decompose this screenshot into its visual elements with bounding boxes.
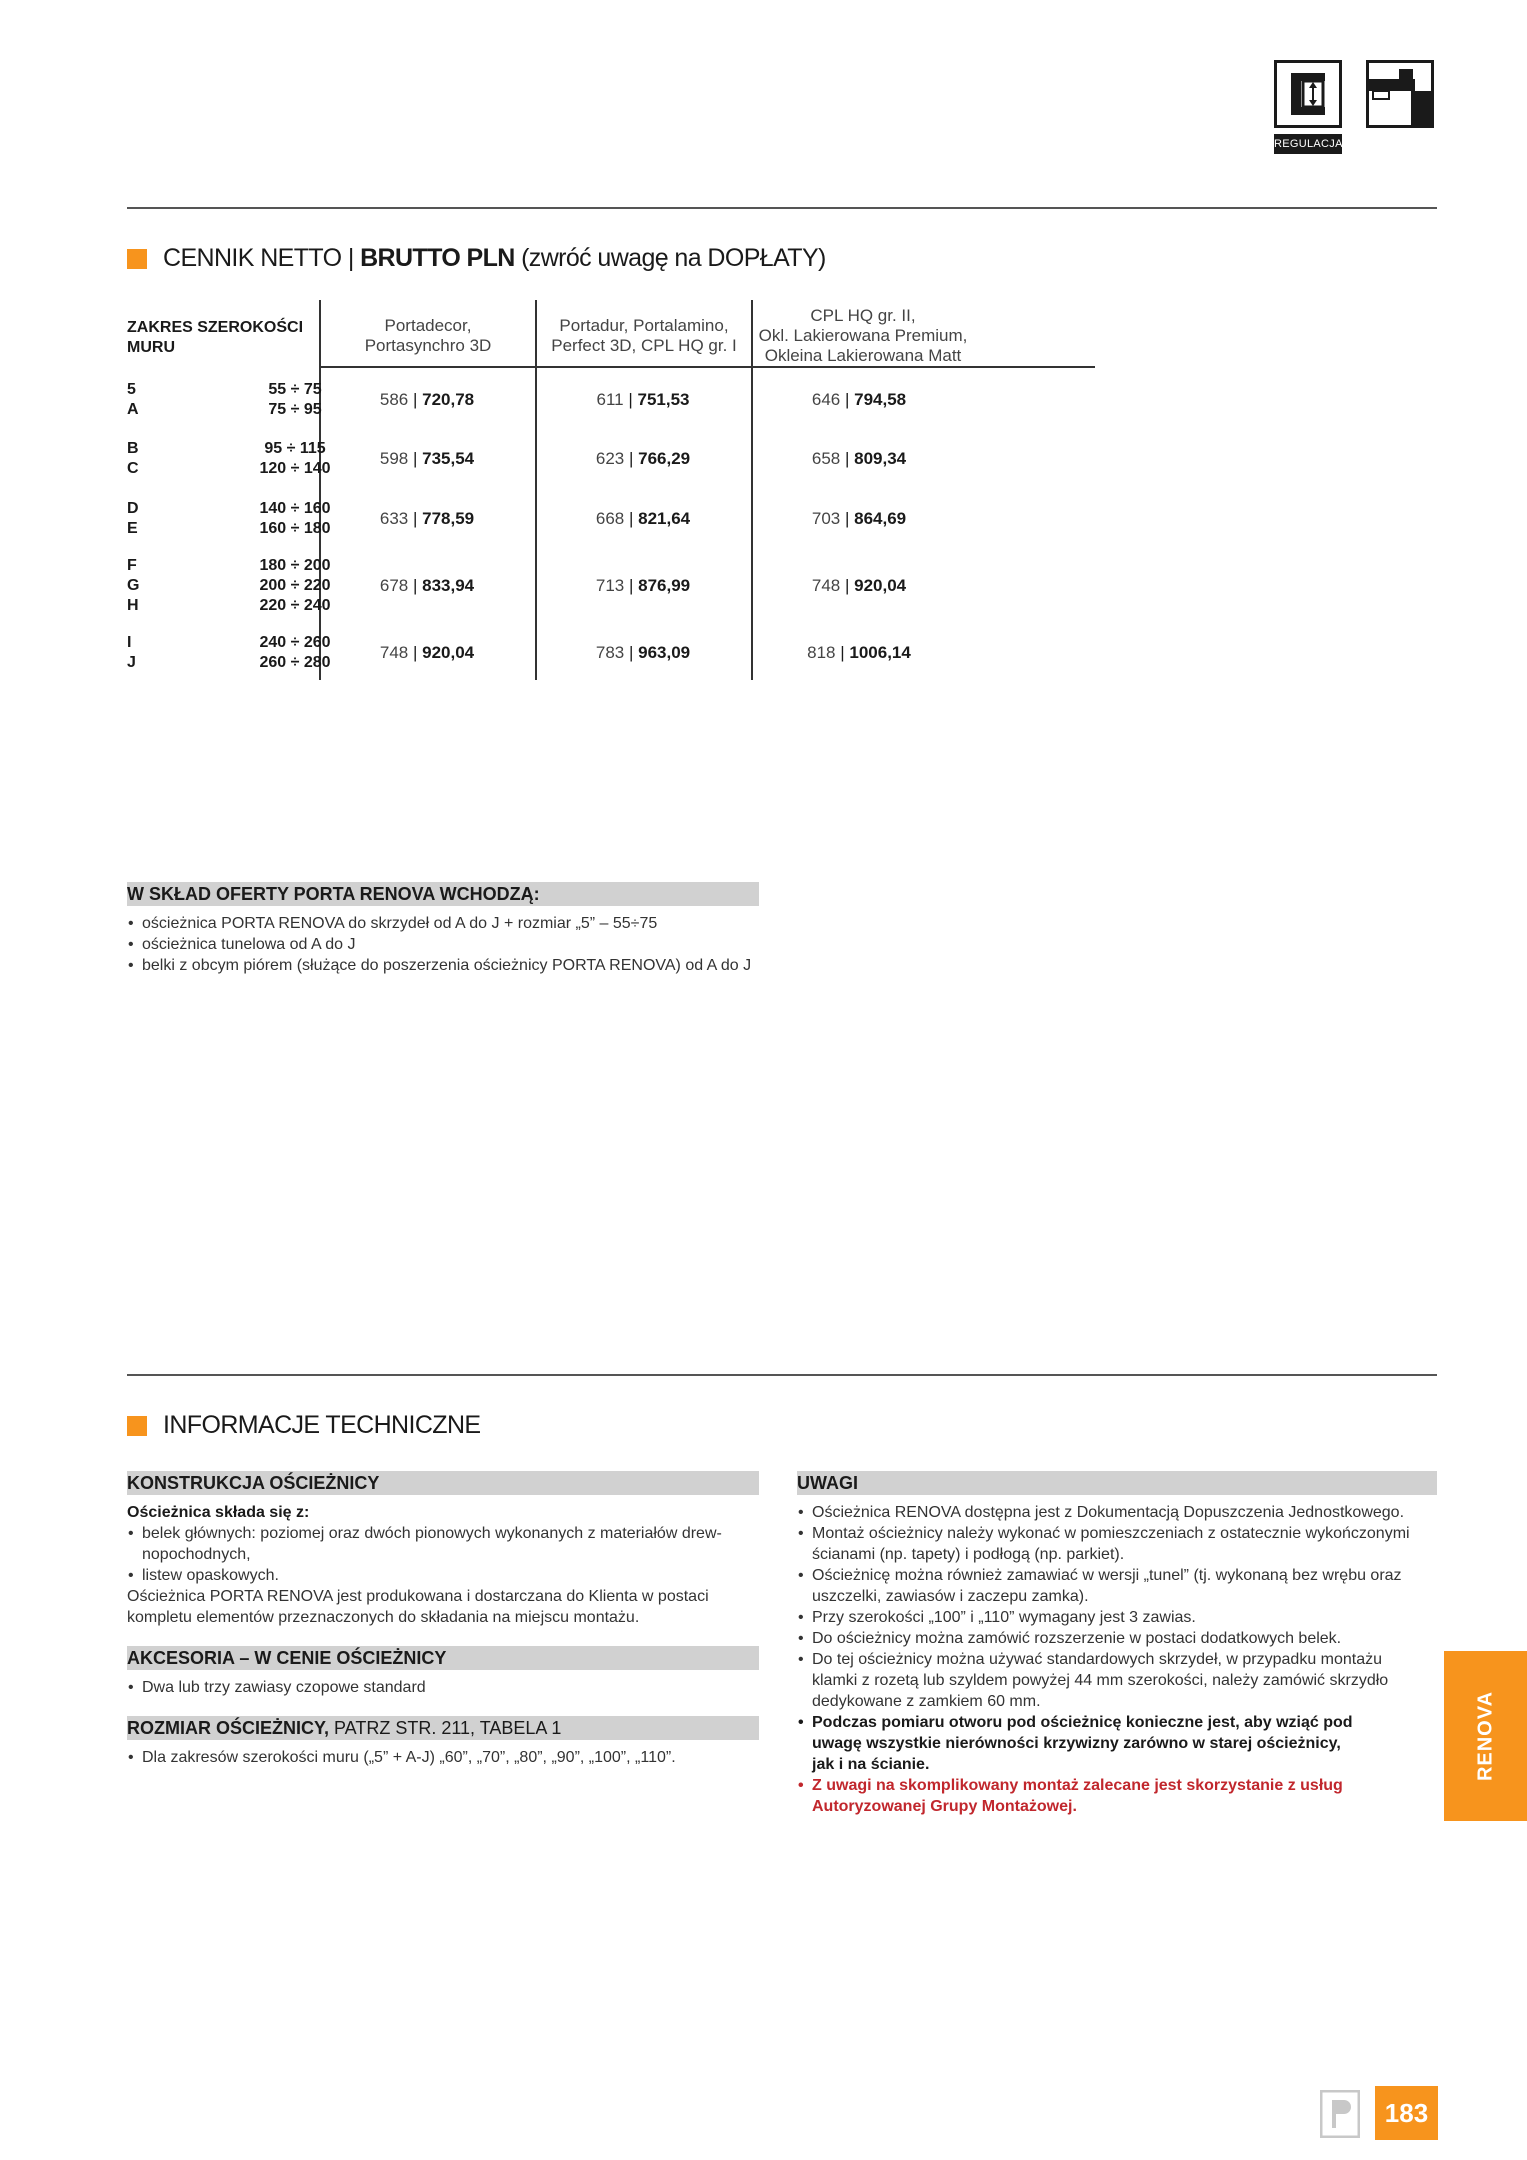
size-list bbox=[127, 1747, 767, 1768]
col-separator bbox=[535, 300, 537, 680]
column-header: CPL HQ gr. II, Okl. Lakierowana Premium, Okleina Lakierowana Matt bbox=[758, 306, 968, 365]
row-letters: D E bbox=[127, 500, 139, 537]
list-item: • Do tej ościeżnicy można używać standardowych skrzydeł, w przypadku montażu klamki z rozetą lub szyldem powyżej 44 mm szerokości, należy zamówić skrzydło dedykowane z zamkiem 60 mm. bbox=[797, 1649, 1447, 1712]
range-header: ZAKRES SZEROKOŚCI MURU bbox=[127, 319, 304, 356]
price-cell: 646 | 794,58 bbox=[811, 390, 907, 409]
size-title-normal: PATRZ STR. 211, TABELA 1 bbox=[329, 1718, 562, 1738]
row-ranges: 240 ÷ 260 260 ÷ 280 bbox=[259, 634, 331, 671]
list-item: • Podczas pomiaru otworu pod ościeżnicę konieczne jest, aby wziąć pod uwagę wszystkie nierówności krzywizny zarówno w starej ościeżnicy, jak i na ścianie. bbox=[797, 1712, 1447, 1775]
price-table bbox=[127, 300, 967, 680]
row-letters: I J bbox=[127, 634, 136, 671]
construction-paragraph: Ościeżnica PORTA RENOVA jest produkowana i dostarczana do Klienta w postaci kompletu elementów przeznaczonych do składania na miejscu montażu. bbox=[127, 1588, 709, 1626]
list-item: • Ościeżnica RENOVA dostępna jest z Dokumentacją Dopuszczenia Jednostkowego. bbox=[797, 1502, 1447, 1523]
side-tab-label: RENOVA bbox=[1474, 1690, 1496, 1782]
price-cell: 703 | 864,69 bbox=[811, 509, 907, 528]
price-cell: 598 | 735,54 bbox=[379, 449, 475, 468]
price-cell: 748 | 920,04 bbox=[811, 576, 907, 595]
price-cell: 611 | 751,53 bbox=[596, 390, 690, 409]
price-title-normal: CENNIK NETTO | bbox=[163, 244, 361, 272]
list-item: • Do ościeżnicy można zamówić rozszerzenie w postaci dodatkowych belek. bbox=[797, 1628, 1447, 1649]
offer-title: W SKŁAD OFERTY PORTA RENOVA WCHODZĄ: bbox=[127, 882, 759, 906]
notes-title: UWAGI bbox=[797, 1471, 1437, 1495]
price-cell: 678 | 833,94 bbox=[379, 576, 475, 595]
row-ranges: 95 ÷ 115 120 ÷ 140 bbox=[259, 440, 331, 477]
construction-title: KONSTRUKCJA OŚCIEŻNICY bbox=[127, 1471, 759, 1495]
list-item: • Dwa lub trzy zawiasy czopowe standard bbox=[127, 1677, 767, 1698]
price-cell: 668 | 821,64 bbox=[595, 509, 691, 528]
divider-middle bbox=[127, 1374, 1437, 1376]
page-number: 183 bbox=[1375, 2086, 1438, 2140]
price-cell: 658 | 809,34 bbox=[811, 449, 907, 468]
price-title-suffix: (zwróć uwagę na DOPŁATY) bbox=[514, 244, 826, 272]
size-title-bold: ROZMIAR OŚCIEŻNICY, bbox=[127, 1718, 330, 1738]
list-item: • ościeżnica tunelowa od A do J bbox=[127, 934, 827, 955]
row-letters: F G H bbox=[127, 557, 140, 614]
row-ranges: 140 ÷ 160 160 ÷ 180 bbox=[259, 500, 331, 537]
price-heading bbox=[127, 244, 826, 273]
regulation-label: REGULACJA bbox=[1274, 134, 1342, 154]
tech-heading bbox=[127, 1411, 481, 1440]
offer-list bbox=[127, 913, 827, 976]
row-letters: 5 A bbox=[127, 381, 139, 418]
list-item: • Dla zakresów szerokości muru („5” + A-J) „60”, „70”, „80”, „90”, „100”, „110”. bbox=[127, 1747, 767, 1768]
price-cell: 623 | 766,29 bbox=[595, 449, 691, 468]
tech-title: INFORMACJE TECHNICZNE bbox=[163, 1411, 481, 1439]
header-separator bbox=[320, 366, 1095, 368]
price-cell: 633 | 778,59 bbox=[379, 509, 475, 528]
construction-list bbox=[127, 1523, 767, 1586]
price-cell: 748 | 920,04 bbox=[379, 643, 475, 662]
price-cell: 713 | 876,99 bbox=[595, 576, 691, 595]
list-item: • Ościeżnicę można również zamawiać w wersji „tunel” (tj. wykonaną bez wrębu oraz uszczelki, zawiasów i zaczepu zamka). bbox=[797, 1565, 1447, 1607]
orange-square-icon bbox=[127, 249, 147, 269]
door-frame-icon bbox=[1366, 60, 1434, 128]
divider-top bbox=[127, 207, 1437, 209]
list-item: • Przy szerokości „100” i „110” wymagany jest 3 zawias. bbox=[797, 1607, 1447, 1628]
list-item: • belek głównych: poziomej oraz dwóch pionowych wykonanych z materiałów drew- nopochodnych, bbox=[127, 1523, 767, 1565]
accessories-list bbox=[127, 1677, 767, 1698]
list-item: • belki z obcym piórem (służące do poszerzenia ościeżnicy PORTA RENOVA) od A do J bbox=[127, 955, 827, 976]
porta-logo-icon bbox=[1320, 2090, 1360, 2138]
column-header: Portadecor, Portasynchro 3D bbox=[364, 316, 492, 355]
frame-adjust-icon bbox=[1274, 60, 1342, 128]
notes-list bbox=[797, 1502, 1447, 1817]
price-title-bold: BRUTTO PLN bbox=[360, 244, 515, 272]
list-item: • Montaż ościeżnicy należy wykonać w pomieszczeniach z ostatecznie wykończonymi ścianami (np. tapety) i podłogą (np. parkiet). bbox=[797, 1523, 1447, 1565]
orange-square-icon bbox=[127, 1416, 147, 1436]
column-header: Portadur, Portalamino, Perfect 3D, CPL HQ gr. I bbox=[551, 316, 737, 355]
row-ranges: 180 ÷ 200 200 ÷ 220 220 ÷ 240 bbox=[259, 557, 331, 614]
price-cell: 586 | 720,78 bbox=[379, 390, 475, 409]
list-item: • ościeżnica PORTA RENOVA do skrzydeł od A do J + rozmiar „5” – 55÷75 bbox=[127, 913, 827, 934]
accessories-title: AKCESORIA – W CENIE OŚCIEŻNICY bbox=[127, 1646, 759, 1670]
list-item: • listew opaskowych. bbox=[127, 1565, 767, 1586]
list-item: • Z uwagi na skomplikowany montaż zalecane jest skorzystanie z usług Autoryzowanej Grupy Montażowej. bbox=[797, 1775, 1447, 1817]
section-side-tab bbox=[1444, 1651, 1527, 1821]
price-cell: 783 | 963,09 bbox=[595, 643, 691, 662]
construction-intro: Ościeżnica składa się z: bbox=[127, 1504, 310, 1521]
col-separator bbox=[319, 300, 321, 680]
row-letters: B C bbox=[127, 440, 139, 477]
price-cell: 818 | 1006,14 bbox=[807, 643, 911, 662]
size-title bbox=[127, 1716, 759, 1740]
row-ranges: 55 ÷ 75 75 ÷ 95 bbox=[268, 381, 322, 418]
